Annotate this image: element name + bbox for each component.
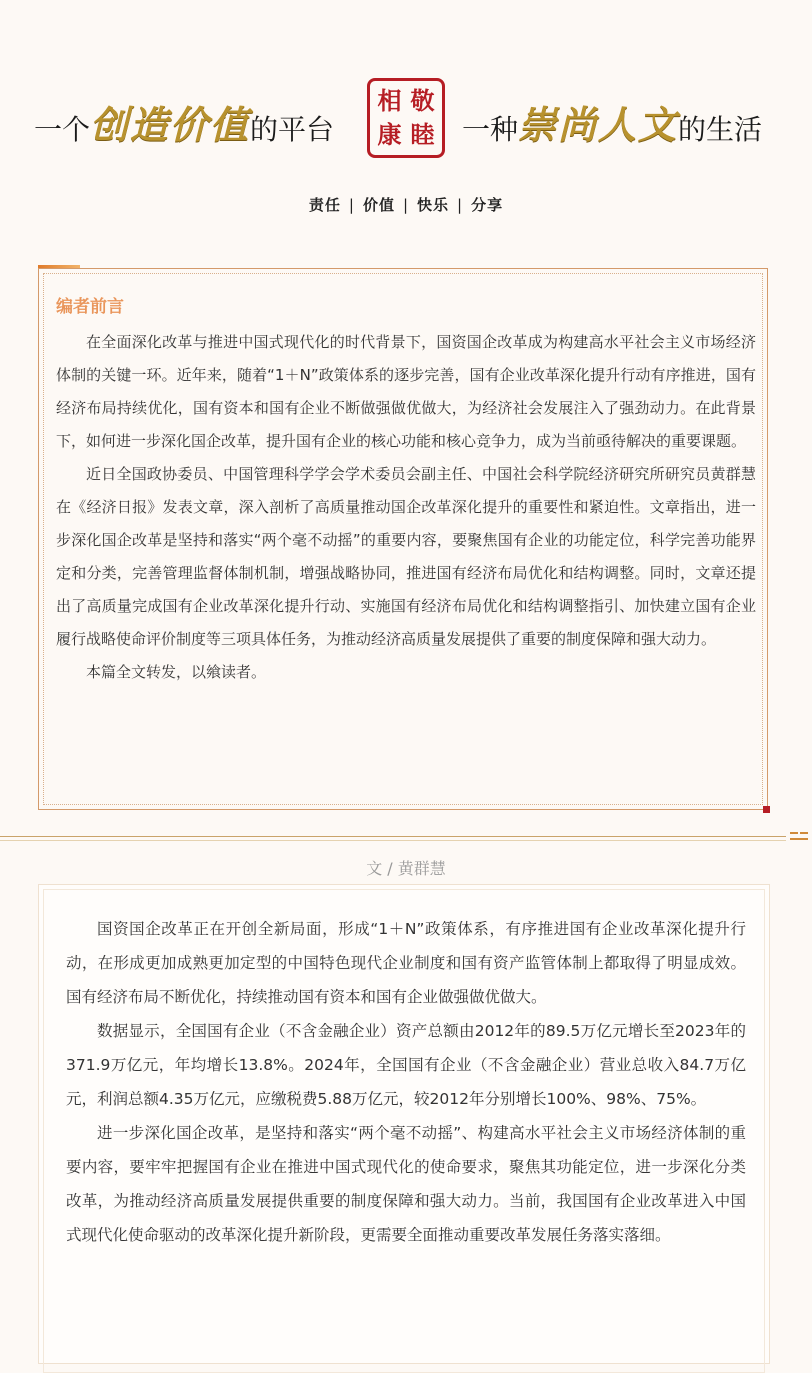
section-divider-secondary: [0, 840, 786, 841]
author-byline: 文 / 黄群慧: [366, 859, 446, 878]
article-paragraph: 进一步深化国企改革，是坚持和落实“两个毫不动摇”、构建高水平社会主义市场经济体制的重要内容，要牢牢把握国有企业在推进中国式现代化的使命要求，聚焦其功能定位，进一步深化分类改革，为推动经济高质量发展提供重要的制度保障和强大动力。当前，我国国有企业改革进入中国式现代化使命驱动的改革深化提升新阶段，更需要全面推动重要改革发展任务落实落细。: [66, 1124, 746, 1244]
tagline-item: 分享: [471, 196, 504, 214]
article-body: [66, 912, 746, 1252]
page-header: [0, 0, 812, 260]
slogan-right-highlight: 崇尚人文: [518, 102, 679, 147]
slogan-right-suffix: 的生活: [678, 113, 763, 146]
preface-paragraph: 近日全国政协委员、中国管理科学学会学术委员会副主任、中国社会科学院经济研究所研究员黄群慧在《经济日报》发表文章，深入剖析了高质量推动国企改革深化提升的重要性和紧迫性。文章指出，进一步深化国企改革是坚持和落实“两个毫不动摇”的重要内容，要聚焦国有企业的功能定位，科学完善功能界定和分类，完善管理监督体制机制，增强战略协同，推进国有经济布局优化和结构调整。同时，文章还提出了高质量完成国有企业改革深化提升行动、实施国有经济布局优化和结构调整指引、加快建立国有企业履行战略使命评价制度等三项具体任务，为推动经济高质量发展提供了重要的制度保障和强大动力。: [56, 465, 756, 648]
slogan-left-suffix: 的平台: [250, 113, 335, 146]
tagline-separator: |: [457, 196, 464, 214]
tagline: [0, 194, 812, 215]
preface-title: 编者前言: [56, 297, 124, 317]
divider-ornament: [790, 832, 798, 834]
seal-char: 相: [377, 86, 402, 115]
slogan-left-prefix: 一个: [34, 113, 91, 146]
preface-paragraph: 本篇全文转发，以飨读者。: [86, 663, 267, 681]
preface-body: [56, 326, 756, 689]
tagline-item: 责任: [308, 196, 341, 214]
slogan-right: [462, 100, 762, 150]
preface-corner-mark: [763, 806, 770, 813]
divider-ornament: [800, 832, 808, 834]
section-divider: [0, 836, 786, 837]
article-paragraph: 数据显示，全国国有企业（不含金融企业）资产总额由2012年的89.5万亿元增长至2023年的371.9万亿元，年均增长13.8%。2024年，全国国有企业（不含金融企业）营业总收入84.7万亿元，利润总额4.35万亿元，应缴税费5.88万亿元，较2012年分别增长100%、98%、75%。: [66, 1022, 746, 1108]
seal-char: 康: [377, 120, 402, 149]
tagline-item: 价值: [362, 196, 395, 214]
article-paragraph: 国资国企改革正在开创全新局面，形成“1＋N”政策体系，有序推进国有企业改革深化提升行动，在形成更加成熟更加定型的中国特色现代企业制度和国有资产监管体制上都取得了明显成效。国有经济布局不断优化，持续推动国有资本和国有企业做强做优做大。: [66, 920, 746, 1006]
divider-ornament: [790, 838, 808, 840]
preface-paragraph: 在全面深化改革与推进中国式现代化的时代背景下，国资国企改革成为构建高水平社会主义市场经济体制的关键一环。近年来，随着“1＋N”政策体系的逐步完善，国有企业改革深化提升行动有序推进，国有经济布局持续优化，国有资本和国有企业不断做强做优做大，为经济社会发展注入了强劲动力。在此背景下，如何进一步深化国企改革，提升国有企业的核心功能和核心竞争力，成为当前亟待解决的重要课题。: [56, 333, 756, 450]
tagline-separator: |: [402, 196, 410, 214]
company-seal-logo: [367, 78, 445, 158]
slogan-left: [34, 100, 334, 150]
seal-char: 睦: [410, 120, 435, 149]
slogan-right-prefix: 一种: [462, 113, 519, 146]
preface-accent-bar: [38, 265, 80, 268]
slogan-left-highlight: 创造价值: [90, 102, 251, 147]
tagline-separator: |: [348, 196, 355, 214]
tagline-item: 快乐: [417, 196, 450, 214]
seal-char: 敬: [410, 86, 435, 115]
